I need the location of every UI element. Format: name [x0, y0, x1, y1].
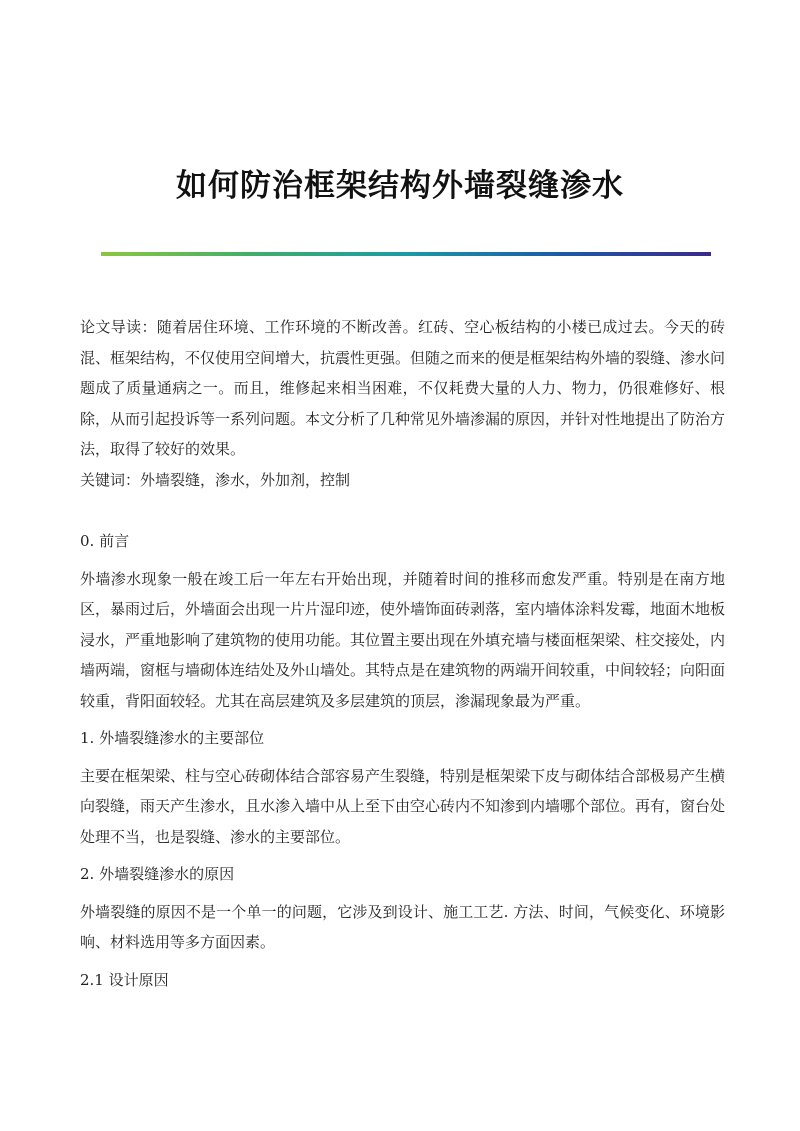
section-body-preface: 外墙渗水现象一般在竣工后一年左右开始出现，并随着时间的推移而愈发严重。特别是在南方地区，暴雨过后，外墙面会出现一片片湿印迹，使外墙饰面砖剥落，室内墙体涂料发霉，地面木地板浸水，严重地影响了建筑物的使用功能。其位置主要出现在外填充墙与楼面框架梁、柱交接处，内墙两端，窗框与墙砌体连结处及外山墙处。其特点是在建筑物的两端开间较重，中间较轻；向阳面较重，背阳面较轻。尤其在高层建筑及多层建筑的顶层，渗漏现象最为严重。	[80, 569, 726, 710]
section-heading-preface: 0. 前言	[80, 532, 130, 550]
document-body	[80, 312, 725, 995]
title-divider	[101, 252, 711, 256]
document-title: 如何防治框架结构外墙裂缝渗水	[176, 168, 624, 204]
section-body-main-locations: 主要在框架梁、柱与空心砖砌体结合部容易产生裂缝，特别是框架梁下皮与砌体结合部极易产生横向裂缝，雨天产生渗水，且水渗入墙中从上至下由空心砖内不知渗到内墙哪个部位。再有，窗台处处理不当，也是裂缝、渗水的主要部位。	[80, 766, 726, 846]
section-body-causes: 外墙裂缝的原因不是一个单一的问题，它涉及到设计、施工工艺. 方法、时间，气候变化、环境影响、材料选用等多方面因素。	[80, 902, 725, 951]
section-heading-causes: 2. 外墙裂缝渗水的原因	[80, 865, 235, 883]
keywords-line: 关键词：外墙裂缝，渗水，外加剂，控制	[80, 470, 351, 489]
section-heading-main-locations: 1. 外墙裂缝渗水的主要部位	[80, 729, 265, 747]
section-heading-design-causes: 2.1 设计原因	[80, 970, 169, 989]
abstract-paragraph: 论文导读：随着居住环境、工作环境的不断改善。红砖、空心板结构的小楼已成过去。今天的砖混、框架结构，不仅使用空间增大，抗震性更强。但随之而来的便是框架结构外墙的裂缝、渗水问题成了质量通病之一。而且，维修起来相当困难，不仅耗费大量的人力、物力，仍很难修好、根除，从而引起投诉等一系列问题。本文分析了几种常见外墙渗漏的原因，并针对性地提出了防治方法，取得了较好的效果。	[80, 318, 726, 458]
